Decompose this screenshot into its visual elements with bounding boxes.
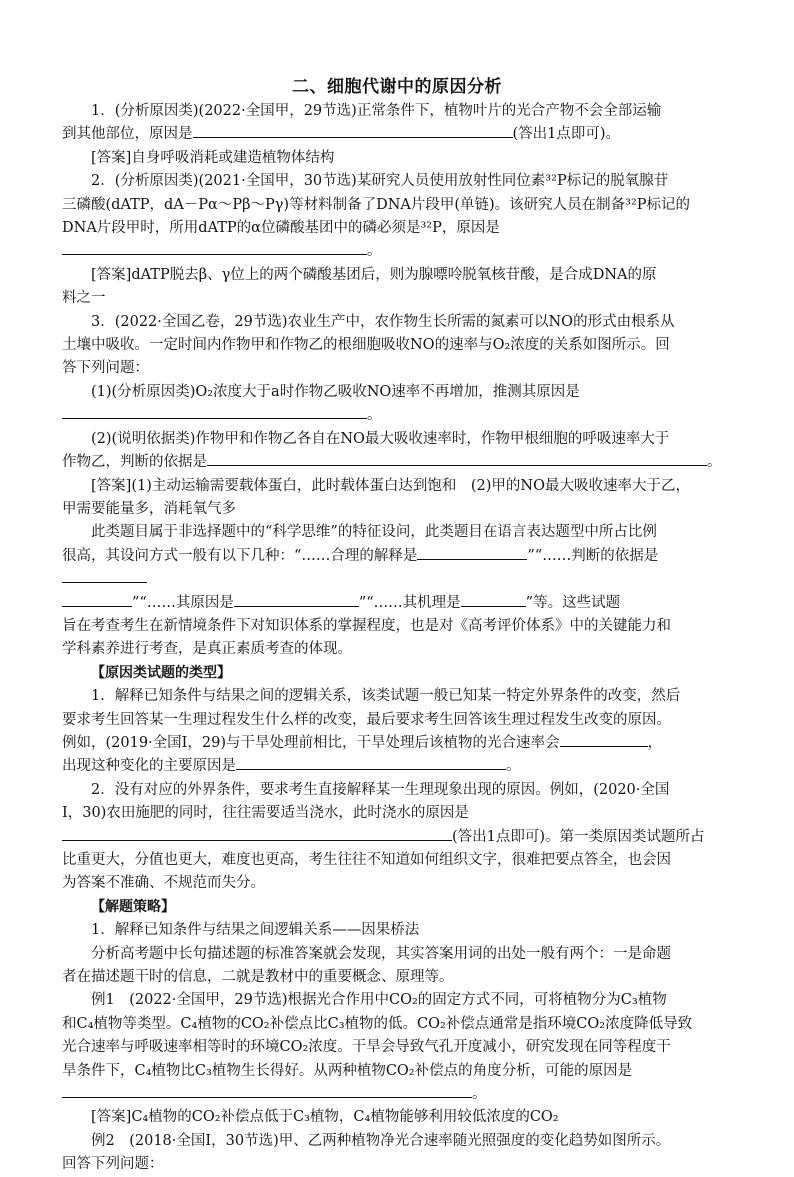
intro-phrase-4: ”“……其机理是 bbox=[358, 594, 461, 611]
q3-sub2-line1: (2)(说明依据类)作物甲和作物乙各自在NO最大吸收速率时，作物甲根细胞的呼吸速率大于 bbox=[91, 430, 670, 447]
types-t2-line2: Ⅰ，30)农田施肥的同时，往往需要适当浇水，此时浇水的原因是 bbox=[62, 805, 469, 822]
types-t2-line5: 为答案不准确、不规范而失分。 bbox=[62, 875, 265, 892]
q1-line1: 1．(分析原因类)(2022·全国甲，29节选)正常条件下，植物叶片的光合产物不会全部运输 bbox=[91, 103, 662, 119]
types-t2-blank bbox=[62, 826, 452, 841]
q3-line3: 答下列问题： bbox=[62, 360, 149, 377]
intro-phrase-5: ”等。这些试题 bbox=[525, 594, 621, 611]
intro-blank-4 bbox=[234, 592, 359, 607]
intro-line5: 学科素养进行考查，是真正素质考查的体现。 bbox=[62, 641, 352, 658]
intro-line3 bbox=[62, 592, 742, 615]
types-t1-blank-2 bbox=[236, 755, 506, 770]
strategy-s1-line2: 者在描述题干时的信息，二就是教材中的重要概念、原理等。 bbox=[62, 969, 454, 986]
intro-blank-5 bbox=[461, 592, 526, 607]
q3-sub1-blank bbox=[62, 404, 367, 419]
q3-sub1: (1)(分析原因类)O₂浓度大于a时作物乙吸收NO速率不再增加，推测其原因是 bbox=[91, 383, 580, 400]
q1-hint: (答出1点即可)。 bbox=[512, 126, 621, 143]
types-t1-reason: 出现这种变化的主要原因是 bbox=[62, 758, 236, 775]
example1-line3: 光合速率与呼吸速率相等时的环境CO₂浓度。干旱会导致气孔开度减小，研究发现在同等程度干 bbox=[62, 1039, 671, 1056]
example1-line4: 旱条件下，C₄植物比C₃植物生长得好。从两种植物CO₂补偿点的角度分析，可能的原因是 bbox=[62, 1062, 633, 1079]
q3-sub2-line2 bbox=[62, 451, 742, 474]
q2-line1: 2．(分析原因类)(2021·全国甲，30节选)某研究人员使用放射性同位素³²P标记的脱氧腺苷 bbox=[91, 173, 669, 190]
strategy-heading: 【解题策略】 bbox=[91, 898, 175, 915]
types-t2-hint: (答出1点即可)。第一类原因类试题所占 bbox=[452, 828, 705, 845]
q1-line2 bbox=[62, 123, 742, 146]
types-t2-line4: 比重更大，分值也更大，难度也更高，考生往往不知道如何组织文字，很难把要点答全，也会因 bbox=[62, 852, 671, 868]
intro-phrase-2: ”“……判断的依据是 bbox=[527, 547, 659, 564]
document-body bbox=[62, 100, 742, 1177]
types-t2-line1: 2．没有对应的外界条件，要求考生直接解释某一生理现象出现的原因。例如，(2020·全国 bbox=[91, 781, 670, 798]
q2-end: 。 bbox=[367, 243, 382, 260]
example1-end: 。 bbox=[472, 1086, 487, 1103]
types-t1-line1: 1．解释已知条件与结果之间的逻辑关系，该类试题一般已知某一特定外界条件的改变，然后 bbox=[91, 688, 681, 705]
q2-blank-line bbox=[62, 240, 742, 263]
types-t1-stem: 例如，(2019·全国Ⅰ，29)与干旱处理前相比，干旱处理后该植物的光合速率会 bbox=[62, 734, 560, 751]
example2-line2: 回答下列问题： bbox=[62, 1156, 164, 1173]
q3-sub1-blank-line bbox=[62, 404, 742, 427]
q2-answer-blank bbox=[62, 240, 367, 255]
types-t1-blank-1 bbox=[560, 732, 648, 747]
intro-line1: 此类题目属于非选择题中的“科学思维”的特征设问，此类题目在语言表达题型中所占比例 bbox=[91, 524, 657, 541]
intro-blank-1 bbox=[417, 545, 527, 560]
q2-answer-line2: 料之一 bbox=[62, 290, 106, 307]
example1-blank-line bbox=[62, 1083, 742, 1106]
q3-sub2-blank bbox=[207, 451, 707, 466]
q3-line2: 土壤中吸收。一定时间内作物甲和作物乙的根细胞吸收NO的速率与O₂浓度的关系如图所示。回 bbox=[62, 337, 670, 354]
example1-line2: 和C₄植物等类型。C₄植物的CO₂补偿点比C₃植物的低。CO₂补偿点通常是指环境CO₂浓度降低导致 bbox=[62, 1015, 693, 1032]
q1-answer: [答案]自身呼吸消耗或建造植物体结构 bbox=[91, 149, 335, 166]
types-t2-line3 bbox=[62, 826, 742, 849]
intro-phrase-3: ”“……其原因是 bbox=[132, 594, 234, 611]
q3-sub2-end: 。 bbox=[707, 454, 722, 471]
types-heading: 【原因类试题的类型】 bbox=[91, 664, 231, 681]
intro-blank-2 bbox=[62, 568, 147, 583]
types-t1-line4 bbox=[62, 755, 742, 778]
example2-line1: 例2 (2018·全国Ⅰ，30节选)甲、乙两种植物净光合速率随光照强度的变化趋势如图所示。 bbox=[91, 1132, 671, 1149]
page-title: 二、细胞代谢中的原因分析 bbox=[292, 77, 502, 97]
q2-line3: DNA片段甲时，所用dATP的α位磷酸基团中的磷必须是³²P，原因是 bbox=[62, 220, 500, 237]
q1-answer-blank bbox=[193, 123, 513, 138]
strategy-s1-line1: 分析高考题中长句描述题的标准答案就会发现，其实答案用词的出处一般有两个：一是命题 bbox=[91, 945, 671, 962]
q3-line1: 3．(2022·全国乙卷，29节选)农业生产中，农作物生长所需的氮素可以NO的形式由根系从 bbox=[91, 313, 675, 330]
q1-stem: 到其他部位，原因是 bbox=[62, 126, 193, 143]
types-t1-comma: ， bbox=[647, 734, 663, 751]
example1-answer: [答案]C₄植物的CO₂补偿点低于C₃植物，C₄植物能够利用较低浓度的CO₂ bbox=[91, 1109, 559, 1126]
types-t1-line2: 要求考生回答某一生理过程发生什么样的改变，最后要求考生回答该生理过程发生改变的原因。 bbox=[62, 711, 671, 728]
q2-line2: 三磷酸(dATP，dA－Pα～Pβ～Pγ)等材料制备了DNA片段甲(单链)。该研究人员在制备³²P标记的 bbox=[62, 196, 691, 213]
q3-answer-line2: 甲需要能量多，消耗氧气多 bbox=[62, 500, 236, 517]
q3-sub2-stem: 作物乙，判断的依据是 bbox=[62, 454, 207, 471]
intro-phrase-1: 很高，其设问方式一般有以下几种：“……合理的解释是 bbox=[62, 547, 418, 564]
example1-line1: 例1 (2022·全国甲，29节选)根据光合作用中CO₂的固定方式不同，可将植物分为C₃植物 bbox=[91, 992, 667, 1009]
q3-sub1-end: 。 bbox=[367, 407, 382, 424]
types-t1-end: 。 bbox=[506, 758, 521, 775]
types-t1-line3 bbox=[62, 732, 742, 755]
intro-blank-3 bbox=[62, 592, 132, 607]
example1-blank bbox=[62, 1083, 472, 1098]
strategy-s1: 1．解释已知条件与结果之间逻辑关系——因果桥法 bbox=[91, 922, 420, 939]
intro-line2 bbox=[62, 545, 742, 592]
q2-answer-line1: [答案]dATP脱去β、γ位上的两个磷酸基团后，则为腺嘌呤脱氧核苷酸，是合成DNA的原 bbox=[91, 266, 657, 283]
q3-answer-line1: [答案](1)主动运输需要载体蛋白，此时载体蛋白达到饱和 (2)甲的NO最大吸收速率大于乙， bbox=[91, 477, 690, 494]
intro-line4: 旨在考查考生在新情境条件下对知识体系的掌握程度，也是对《高考评价体系》中的关键能力和 bbox=[62, 617, 671, 634]
